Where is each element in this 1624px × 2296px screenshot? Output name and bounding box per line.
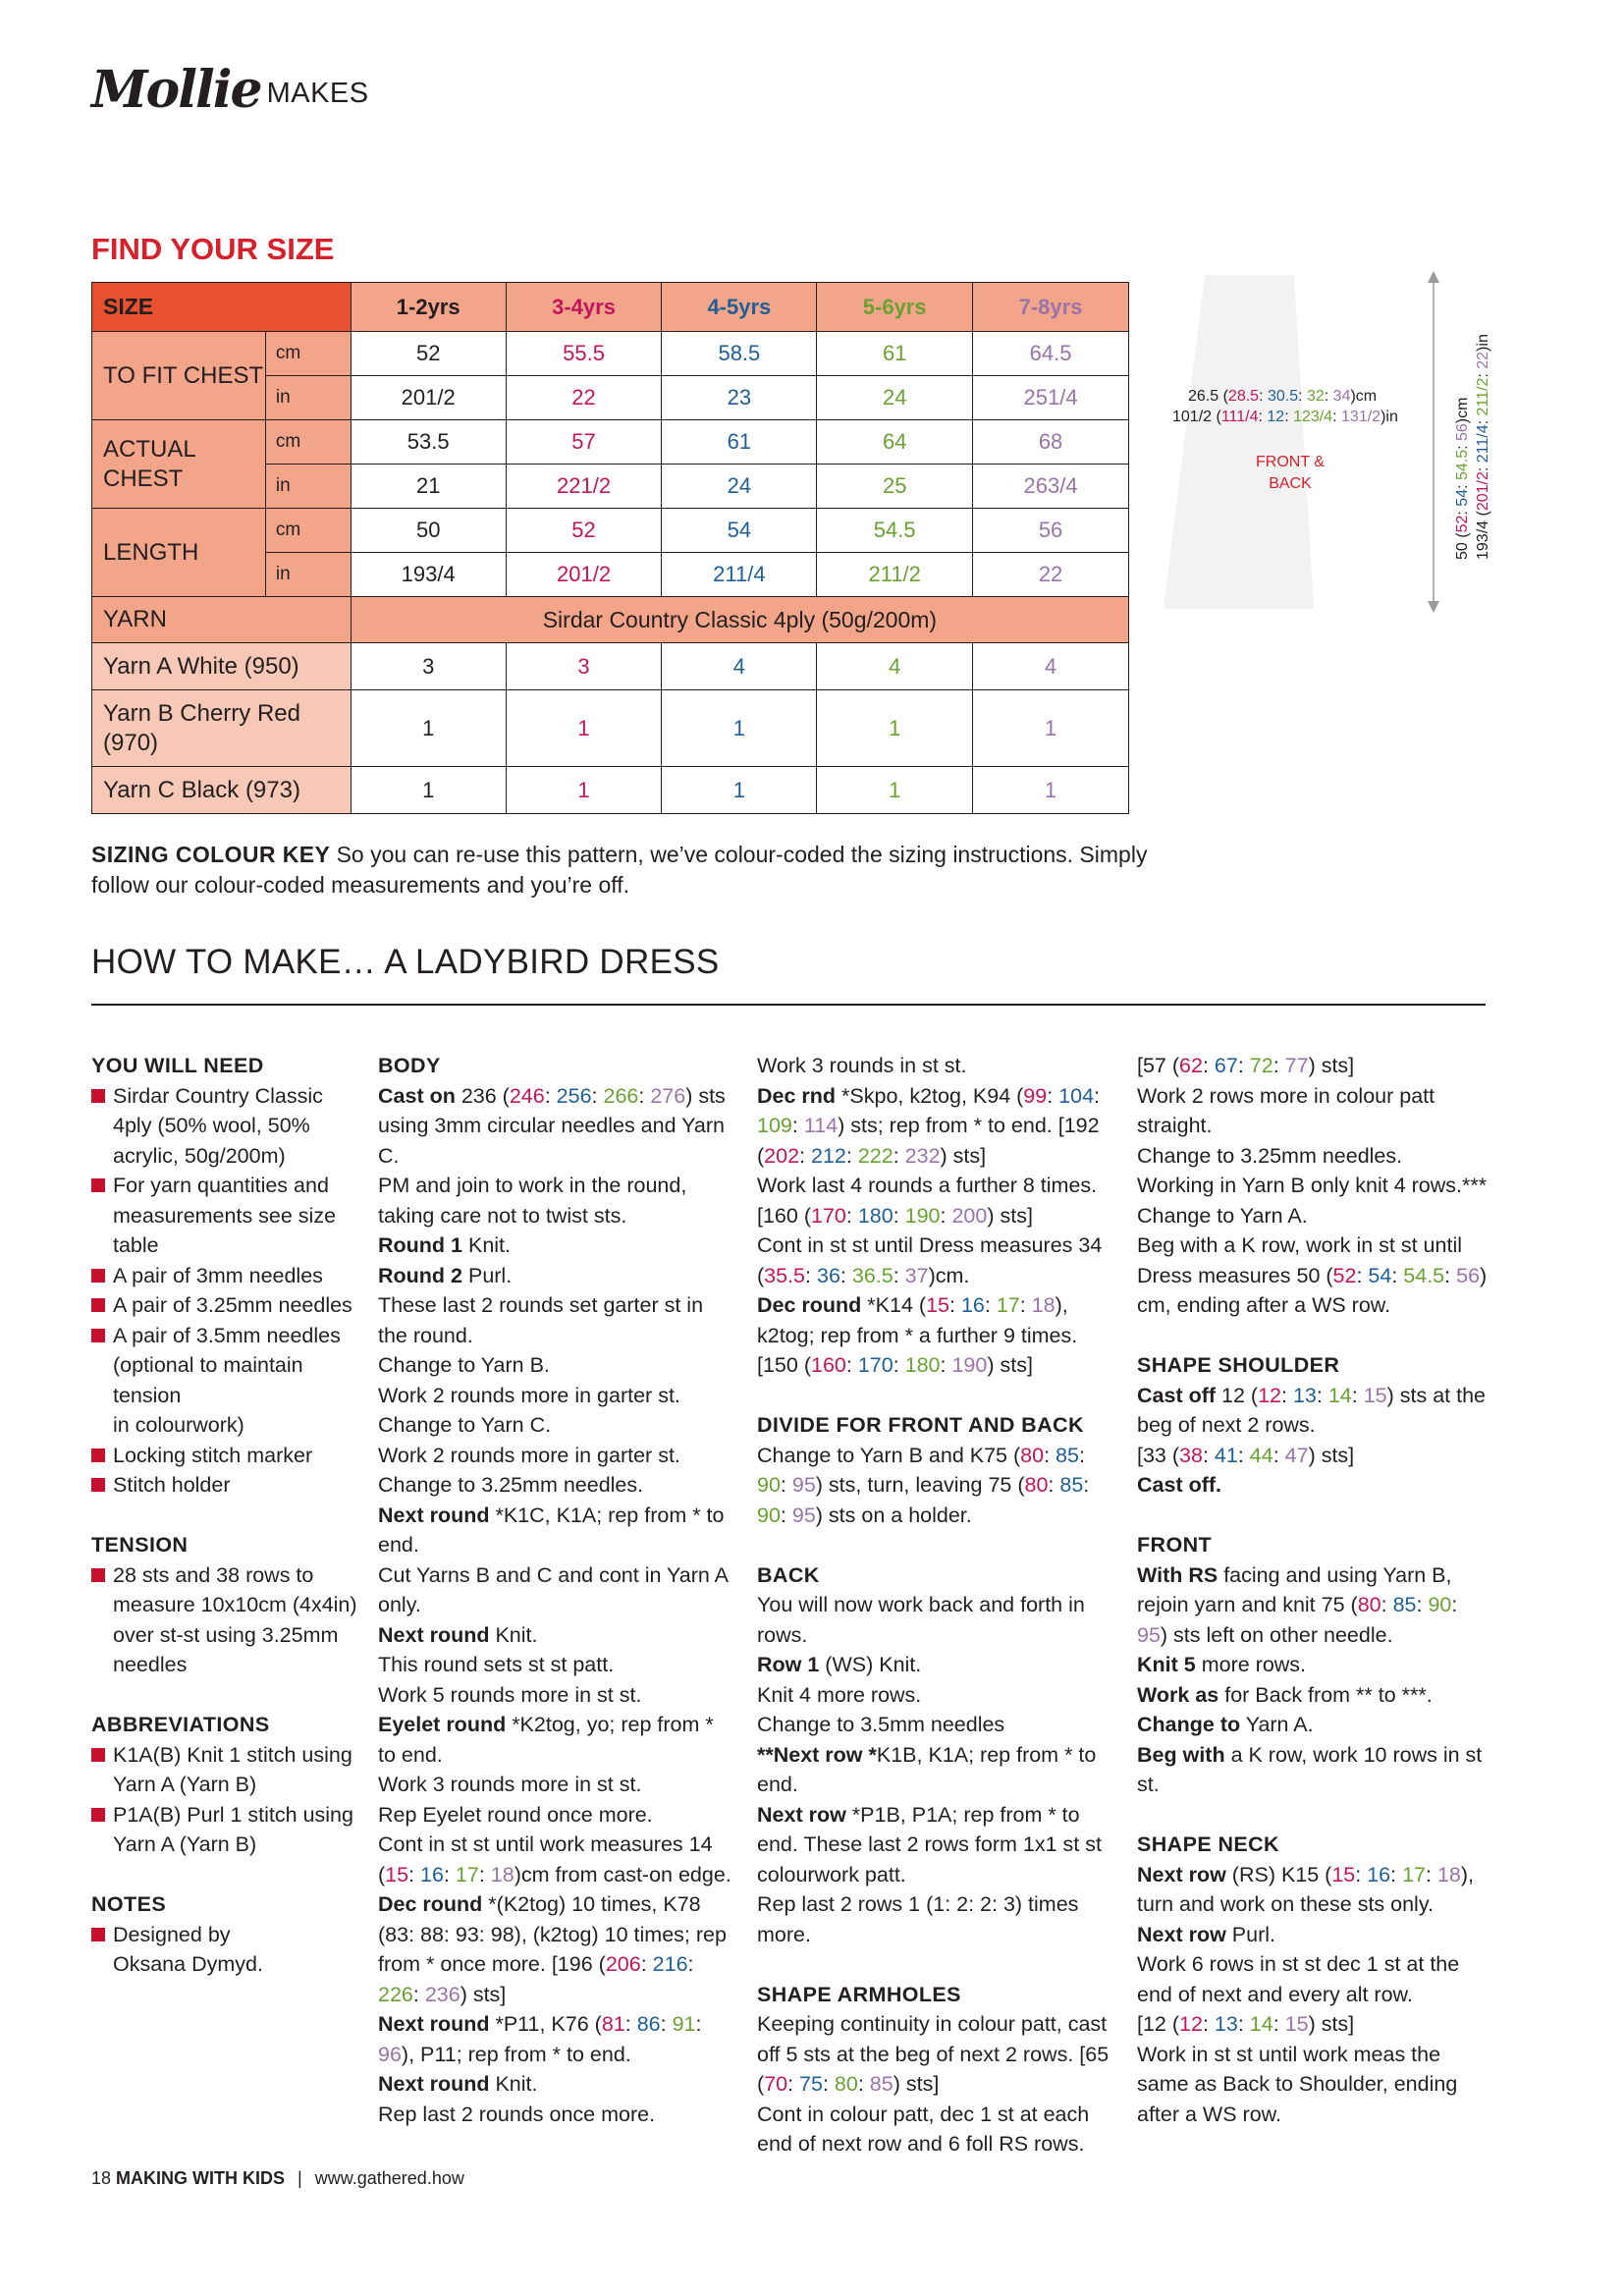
table-row	[92, 332, 1129, 376]
footer-separator: |	[298, 2168, 302, 2188]
table-row	[92, 690, 1129, 767]
table-cell: 68	[973, 420, 1129, 465]
table-cell: 52	[506, 509, 662, 553]
table-row	[92, 509, 1129, 553]
brand-logo	[91, 57, 369, 120]
size-col-3: 4-5yrs	[662, 283, 817, 332]
front-back-diagram	[1149, 265, 1512, 629]
table-cell: 211/2	[817, 553, 973, 597]
unit-cm: cm	[265, 420, 351, 465]
list-item: Stitch holder	[91, 1470, 361, 1501]
table-cell: 54	[662, 509, 817, 553]
table-cell: 25	[817, 465, 973, 509]
table-cell: 4	[973, 643, 1129, 690]
unit-in: in	[265, 465, 351, 509]
size-col-5: 7-8yrs	[973, 283, 1129, 332]
find-size-title: FIND YOUR SIZE	[91, 232, 335, 266]
sizing-key-title: SIZING COLOUR KEY	[91, 842, 331, 867]
table-cell: 56	[973, 509, 1129, 553]
table-cell: 22	[506, 376, 662, 420]
arrow-up-icon	[1428, 271, 1439, 283]
yarn-a-label: Yarn A White (950)	[92, 643, 352, 690]
to-fit-chest-label: TO FIT CHEST	[92, 332, 266, 420]
table-cell: 23	[662, 376, 817, 420]
size-col-4: 5-6yrs	[817, 283, 973, 332]
table-row	[92, 767, 1129, 814]
section-heading: ABBREVIATIONS	[91, 1713, 270, 1736]
brand-script: Mollie	[91, 60, 261, 120]
column-front-back: Work 3 rounds in st st. Dec rnd *Skpo, k2tog, K94 (99: 104: 109: 114) sts; rep from * to end. [192 (202: 212: 222: 232) sts] Work last 4 rounds a further 8 times. [160 (170: 180: 190: 200) sts] Cont in st st until Dress measures 34 (35.5: 36: 36.5: 37)cm. Dec round *K14 (15: 16: 17: 18), k2tog; rep from * a further 9 times. [150 (160: 170: 180: 190) sts] DIVIDE FOR FRONT AND BACK Change to Yarn B and K75 (80: 85: 90: 95) sts, turn, leaving 75 (80: 85: 90: 95) sts on a holder. BACK You will now work back and forth in rows. Row 1 (WS) Knit. Knit 4 more rows. Change to 3.5mm needles **Next row *K1B, K1A; rep from * to end. Next row *P1B, P1A; rep from * to end. These last 2 rows form 1x1 st st colourwork patt. Rep last 2 rows 1 (1: 2: 2: 3) times more. SHAPE ARMHOLES Keeping continuity in colour patt, cast off 5 sts at the beg of next 2 rows. [65 (70: 75: 80: 85) sts] Cont in colour patt, dec 1 st at each end of next row and 6 foll RS rows.	[757, 1051, 1115, 2159]
list-item: K1A(B) Knit 1 stitch using Yarn A (Yarn B)	[91, 1740, 361, 1800]
section-heading: SHAPE ARMHOLES	[757, 1982, 961, 2006]
unit-cm: cm	[265, 332, 351, 376]
table-cell: 1	[351, 690, 506, 767]
table-cell: 221/2	[506, 465, 662, 509]
table-cell: 3	[351, 643, 506, 690]
table-cell: 1	[506, 690, 662, 767]
bullet-icon	[91, 1089, 105, 1103]
table-cell: 53.5	[351, 420, 506, 465]
list-item: For yarn quantities and measurements see size table	[91, 1171, 361, 1261]
table-cell: 21	[351, 465, 506, 509]
table-cell: 57	[506, 420, 662, 465]
section-heading: BODY	[378, 1054, 441, 1077]
list-item: P1A(B) Purl 1 stitch using Yarn A (Yarn B)	[91, 1800, 361, 1860]
bullet-icon	[91, 1329, 105, 1342]
table-cell: 55.5	[506, 332, 662, 376]
bullet-icon	[91, 1449, 105, 1462]
section-heading: FRONT	[1137, 1533, 1213, 1557]
width-cm-text: 26.5 (28.5: 30.5: 32: 34)cm	[1188, 388, 1378, 405]
section-heading: BACK	[757, 1562, 820, 1587]
bullet-icon	[91, 1478, 105, 1492]
garment-shape	[1164, 275, 1314, 609]
table-cell: 3	[506, 643, 662, 690]
table-row	[92, 420, 1129, 465]
table-cell: 1	[973, 690, 1129, 767]
footer-section: MAKING WITH KIDS	[116, 2168, 286, 2188]
bullet-icon	[91, 1178, 105, 1192]
yarn-name: Sirdar Country Classic 4ply (50g/200m)	[351, 597, 1128, 643]
bullet-icon	[91, 1298, 105, 1312]
table-cell: 1	[973, 767, 1129, 814]
length-cm-text: 50 (52: 54: 54.5: 56)cm	[1454, 397, 1471, 560]
page-footer	[91, 2168, 464, 2189]
list-item: Sirdar Country Classic 4ply (50% wool, 50% acrylic, 50g/200m)	[91, 1081, 361, 1172]
table-cell: 1	[662, 767, 817, 814]
list-item: A pair of 3mm needles	[91, 1261, 361, 1291]
table-cell: 24	[662, 465, 817, 509]
section-heading: SHAPE NECK	[1137, 1832, 1279, 1856]
table-cell: 52	[351, 332, 506, 376]
sizing-colour-key	[91, 840, 1171, 901]
section-heading: YOU WILL NEED	[91, 1054, 264, 1077]
size-header-row	[92, 283, 1129, 332]
arrow-down-icon	[1428, 601, 1439, 613]
table-cell: 1	[351, 767, 506, 814]
section-heading: DIVIDE FOR FRONT AND BACK	[757, 1413, 1084, 1437]
table-cell: 1	[817, 690, 973, 767]
how-to-title: HOW TO MAKE… A LADYBIRD DRESS	[91, 943, 720, 981]
list-item: A pair of 3.25mm needles	[91, 1290, 361, 1321]
yarn-row	[92, 597, 1129, 643]
unit-in: in	[265, 553, 351, 597]
front-back-label: FRONT &	[1256, 454, 1325, 470]
table-cell: 1	[506, 767, 662, 814]
column-body: BODY Cast on 236 (246: 256: 266: 276) sts using 3mm circular needles and Yarn C. PM and join to work in the round, taking care not to twist sts. Round 1 Knit. Round 2 Purl. These last 2 rounds set garter st in the round. Change to Yarn B. Work 2 rounds more in garter st. Change to Yarn C. Work 2 rounds more in garter st. Change to 3.25mm needles. Next round *K1C, K1A; rep from * to end. Cut Yarns B and C and cont in Yarn A only. Next round Knit. This round sets st st patt. Work 5 rounds more in st st. Eyelet round *K2tog, yo; rep from * to end. Work 3 rounds more in st st. Rep Eyelet round once more. Cont in st st until work measures 14 (15: 16: 17: 18)cm from cast-on edge. Dec round *(K2tog) 10 times, K78 (83: 88: 93: 98), (k2tog) 10 times; rep from * once more. [196 (206: 216: 226: 236) sts] Next round *P11, K76 (81: 86: 91: 96), P11; rep from * to end. Next round Knit. Rep last 2 rounds once more.	[378, 1051, 736, 2129]
table-cell: 61	[817, 332, 973, 376]
section-divider	[91, 1004, 1486, 1006]
length-label: LENGTH	[92, 509, 266, 597]
section-heading: SHAPE SHOULDER	[1137, 1353, 1340, 1377]
table-cell: 4	[662, 643, 817, 690]
footer-url[interactable]: www.gathered.how	[314, 2168, 464, 2188]
brand-caps: MAKES	[266, 78, 369, 109]
list-item: Locking stitch marker	[91, 1441, 361, 1471]
column-front: [57 (62: 67: 72: 77) sts] Work 2 rows more in colour patt straight. Change to 3.25mm needles. Working in Yarn B only knit 4 rows.*** Change to Yarn A. Beg with a K row, work in st st until Dress measures 50 (52: 54: 54.5: 56) cm, ending after a WS row. SHAPE SHOULDER Cast off 12 (12: 13: 14: 15) sts at the beg of next 2 rows. [33 (38: 41: 44: 47) sts] Cast off. FRONT With RS facing and using Yarn B, rejoin yarn and knit 75 (80: 85: 90: 95) sts left on other needle. Knit 5 more rows. Work as for Back from ** to ***. Change to Yarn A. Beg with a K row, work 10 rows in st st. SHAPE NECK Next row (RS) K15 (15: 16: 17: 18), turn and work on these sts only. Next row Purl. Work 6 rows in st st dec 1 st at the end of next and every alt row. [12 (12: 13: 14: 15) sts] Work in st st until work meas the same as Back to Shoulder, ending after a WS row.	[1137, 1051, 1490, 2129]
table-cell: 64	[817, 420, 973, 465]
bullet-icon	[91, 1269, 105, 1283]
sizing-key-text: So you can re-use this pattern, we’ve colour-coded the sizing instructions. Simply follow our colour-coded measurements and you’re off.	[91, 842, 1148, 898]
yarn-label: YARN	[92, 597, 352, 643]
table-cell: 64.5	[973, 332, 1129, 376]
size-label: SIZE	[92, 283, 352, 332]
bullet-icon	[91, 1748, 105, 1762]
table-row	[92, 643, 1129, 690]
table-cell: 24	[817, 376, 973, 420]
table-cell: 22	[973, 553, 1129, 597]
table-cell: 1	[662, 690, 817, 767]
unit-cm: cm	[265, 509, 351, 553]
width-in-text: 101/2 (111/4: 12: 123/4: 131/2)in	[1172, 409, 1398, 425]
table-cell: 1	[817, 767, 973, 814]
bullet-icon	[91, 1928, 105, 1941]
bullet-icon	[91, 1808, 105, 1822]
front-back-label: BACK	[1269, 475, 1312, 492]
table-cell: 61	[662, 420, 817, 465]
actual-chest-label: ACTUAL CHEST	[92, 420, 266, 509]
size-col-1: 1-2yrs	[351, 283, 506, 332]
table-cell: 201/2	[351, 376, 506, 420]
list-item: Designed by Oksana Dymyd.	[91, 1920, 361, 1980]
table-cell: 201/2	[506, 553, 662, 597]
table-cell: 211/4	[662, 553, 817, 597]
table-cell: 54.5	[817, 509, 973, 553]
page-number: 18	[91, 2168, 112, 2188]
size-table	[91, 282, 1129, 814]
table-cell: 263/4	[973, 465, 1129, 509]
section-heading: NOTES	[91, 1892, 167, 1916]
list-item: A pair of 3.5mm needles (optional to maintain tension in colourwork)	[91, 1321, 361, 1441]
table-cell: 251/4	[973, 376, 1129, 420]
table-cell: 4	[817, 643, 973, 690]
table-cell: 58.5	[662, 332, 817, 376]
length-in-text: 193/4 (201/2: 211/4: 211/2: 22)in	[1475, 334, 1491, 560]
table-cell: 50	[351, 509, 506, 553]
section-heading: TENSION	[91, 1533, 189, 1557]
table-cell: 193/4	[351, 553, 506, 597]
yarn-c-label: Yarn C Black (973)	[92, 767, 352, 814]
yarn-b-label: Yarn B Cherry Red (970)	[92, 690, 352, 767]
bullet-icon	[91, 1568, 105, 1582]
list-item: 28 sts and 38 rows to measure 10x10cm (4x4in) over st-st using 3.25mm needles	[91, 1560, 361, 1680]
unit-in: in	[265, 376, 351, 420]
column-requirements	[91, 1051, 361, 1980]
size-col-2: 3-4yrs	[506, 283, 662, 332]
